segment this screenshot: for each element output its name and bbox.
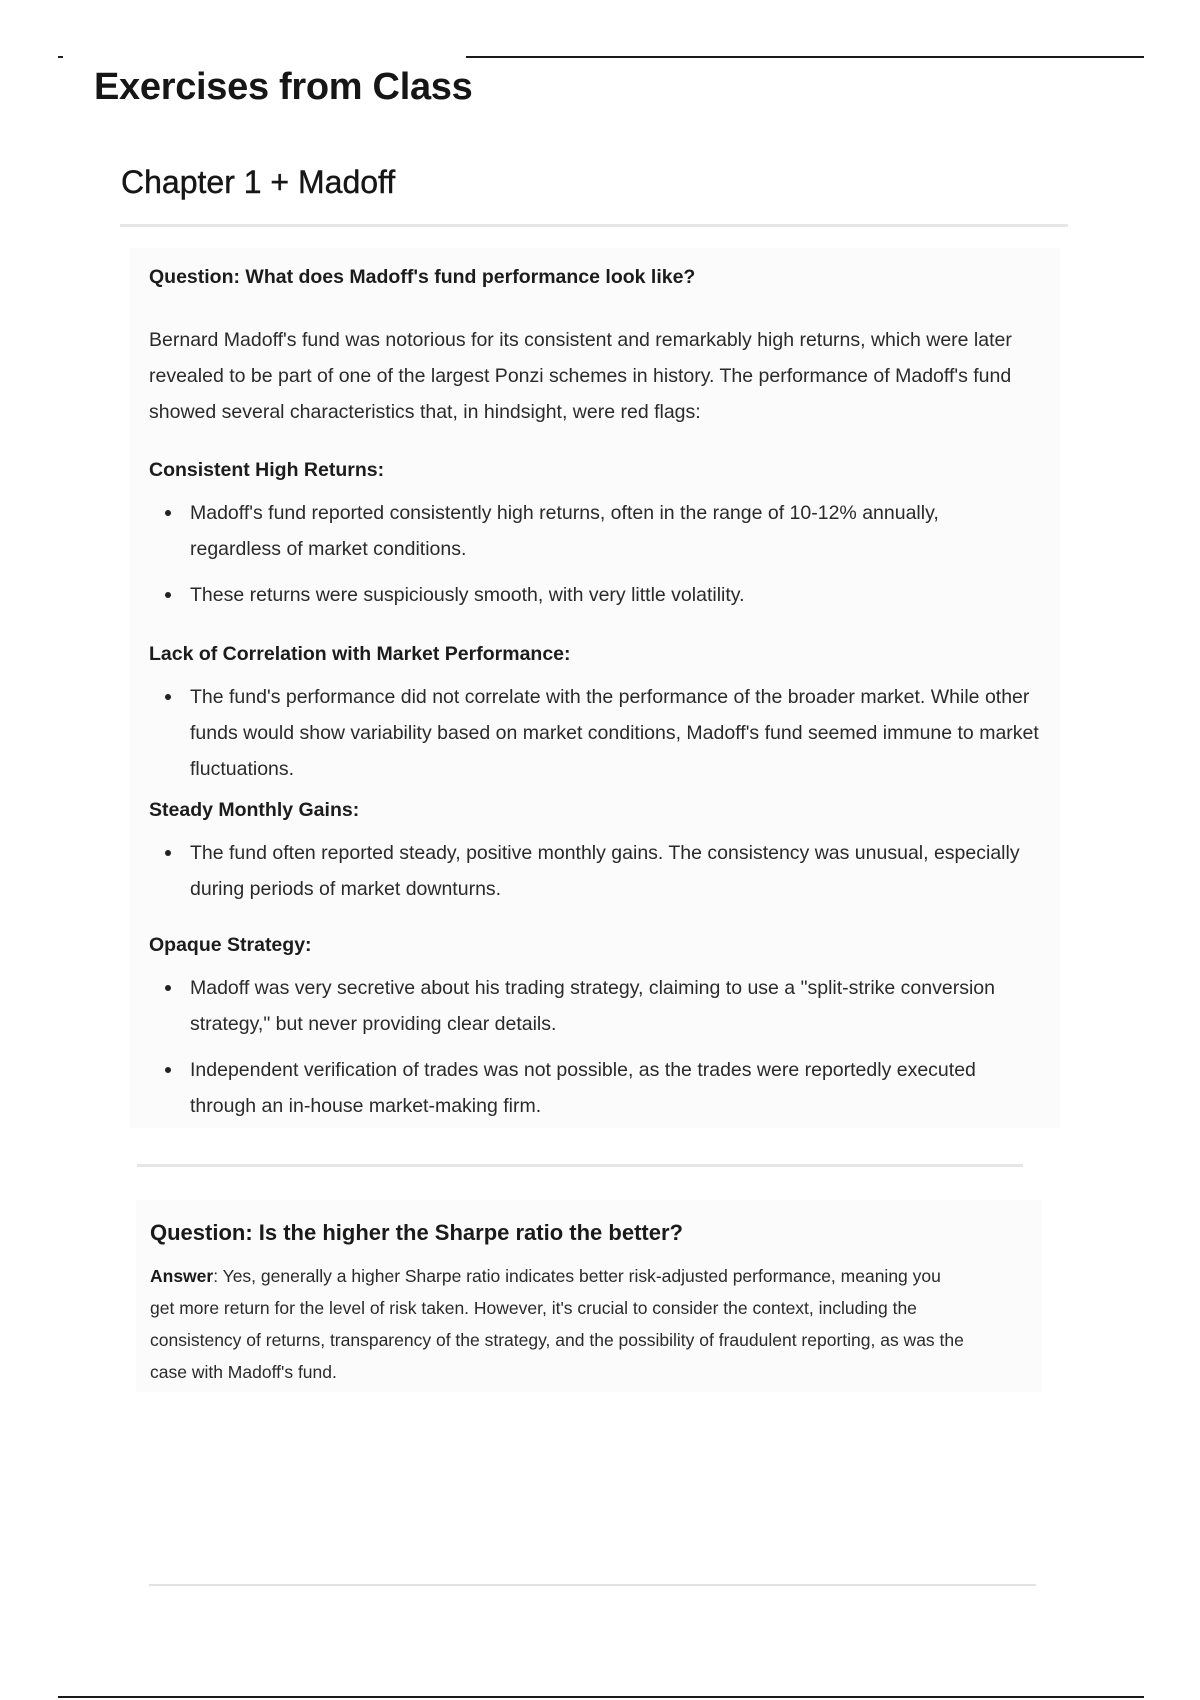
bullet-icon <box>165 694 171 700</box>
list-item-text: These returns were suspiciously smooth, with very little volatility. <box>190 584 745 606</box>
list-item <box>149 495 1029 567</box>
section-heading: Steady Monthly Gains: <box>149 799 360 821</box>
bullet-icon <box>165 592 171 598</box>
chapter-divider <box>120 224 1068 227</box>
section-bullet-list <box>149 679 1049 787</box>
bullet-icon <box>165 850 171 856</box>
section-bullet-list <box>149 970 1029 1124</box>
question-1-heading: Question: What does Madoff's fund performance look like? <box>149 266 696 288</box>
chapter-title: Chapter 1 + Madoff <box>121 164 396 200</box>
bullet-icon <box>165 510 171 516</box>
question-1-intro: Bernard Madoff's fund was notorious for its consistent and remarkably high returns, which were later revealed to be part of one of the largest Ponzi schemes in history. The performance of Madoff's fund showed several characteristics that, in hindsight, were red flags: <box>149 329 1012 423</box>
question-2-answer <box>150 1260 970 1388</box>
list-item-text: Independent verification of trades was not possible, as the trades were reportedly executed through an in-house market-making firm. <box>190 1059 976 1117</box>
question-2-heading: Question: Is the higher the Sharpe ratio the better? <box>150 1220 683 1245</box>
top-rule <box>466 56 1144 58</box>
answer-text: : Yes, generally a higher Sharpe ratio indicates better risk-adjusted performance, meaning you get more return for the level of risk taken. However, it's crucial to consider the context, including the consistency of returns, transparency of the strategy, and the possibility of fraudulent reporting, as was the case with Madoff's fund. <box>150 1266 964 1382</box>
bottom-rule <box>58 1696 1144 1698</box>
list-item <box>149 577 1029 613</box>
list-item-text: Madoff was very secretive about his trading strategy, claiming to use a "split-strike conversion strategy," but never providing clear details. <box>190 977 995 1035</box>
section-bullet-list <box>149 495 1029 613</box>
lower-divider <box>149 1584 1036 1586</box>
list-item-text: The fund often reported steady, positive monthly gains. The consistency was unusual, especially during periods of market downturns. <box>190 842 1020 900</box>
section-bullet-list <box>149 835 1029 907</box>
list-item <box>149 1052 1029 1124</box>
bullet-icon <box>165 985 171 991</box>
list-item-text: The fund's performance did not correlate with the performance of the broader market. While other funds would show variability based on market conditions, Madoff's fund seemed immune to market fluctuations. <box>190 686 1039 780</box>
answer-label: Answer <box>150 1266 214 1286</box>
list-item <box>149 835 1029 907</box>
section-heading: Opaque Strategy: <box>149 934 312 956</box>
page-corner-mark <box>58 56 63 58</box>
section-heading: Consistent High Returns: <box>149 459 385 481</box>
list-item <box>149 970 1029 1042</box>
section-heading: Lack of Correlation with Market Performance: <box>149 643 571 665</box>
list-item <box>149 679 1049 787</box>
bullet-icon <box>165 1067 171 1073</box>
document-title: Exercises from Class <box>94 66 473 108</box>
section-divider <box>137 1164 1023 1167</box>
list-item-text: Madoff's fund reported consistently high returns, often in the range of 10-12% annually, regardless of market conditions. <box>190 502 939 560</box>
